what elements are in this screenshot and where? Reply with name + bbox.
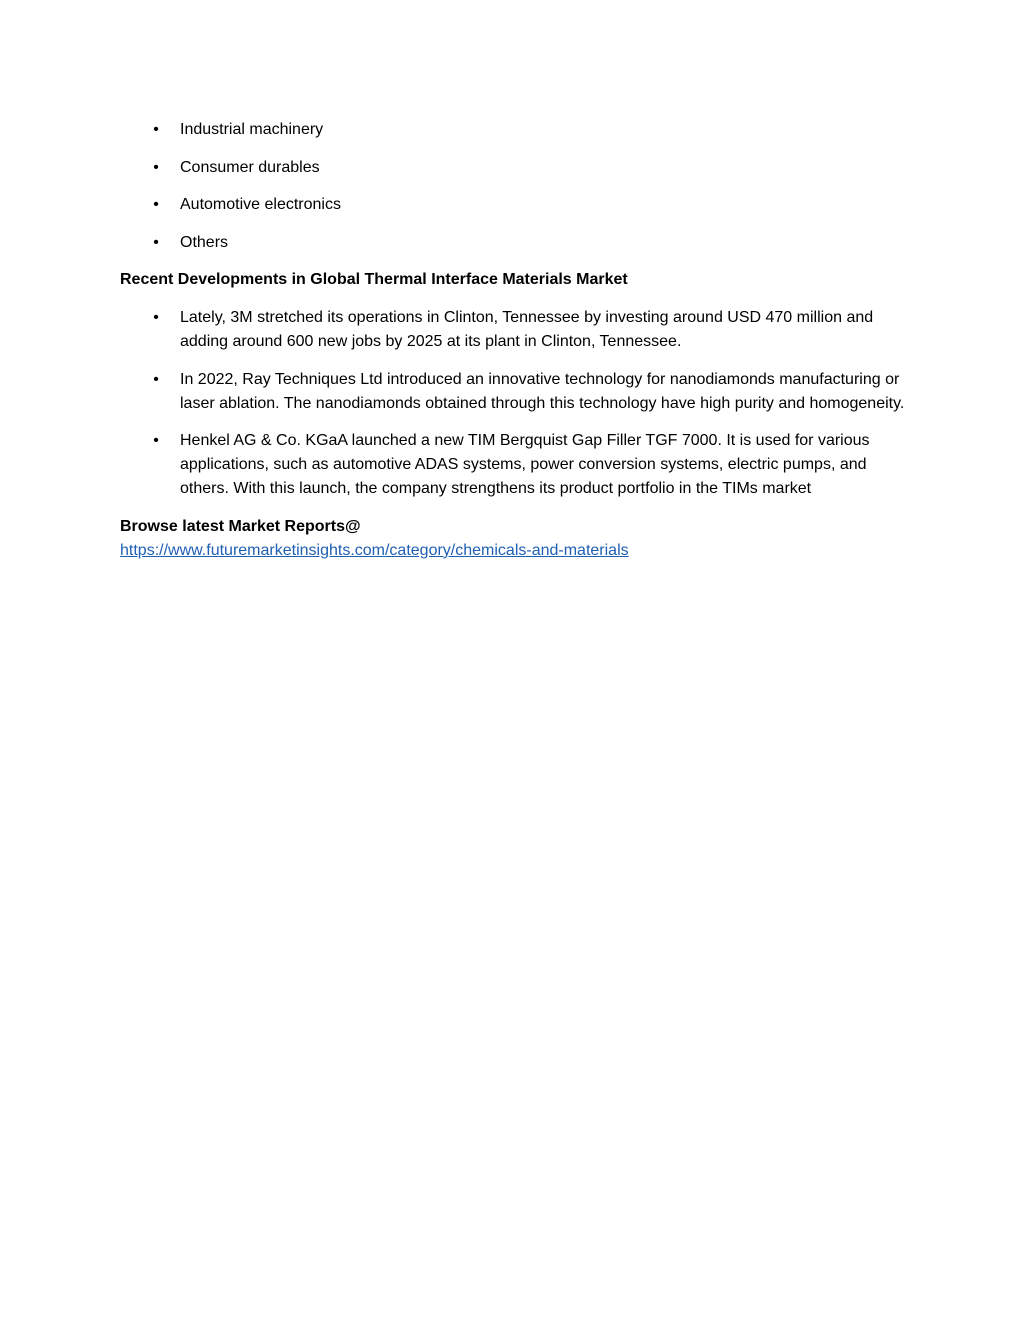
list-item — [120, 368, 910, 416]
list-item — [120, 193, 910, 217]
bullet-icon: • — [153, 370, 159, 388]
end-use-list — [120, 118, 910, 255]
bullet-icon: • — [153, 158, 159, 176]
list-item — [120, 306, 910, 354]
development-text: Lately, 3M stretched its operations in Clinton, Tennessee by investing around USD 470 million and adding around 600 new jobs by 2025 at its plant in Clinton, Tennessee. — [180, 308, 874, 350]
bullet-icon: • — [153, 308, 159, 326]
development-text: In 2022, Ray Techniques Ltd introduced an innovative technology for nanodiamonds manufacturing or laser ablation. The nanodiamonds obtained through this technology have high purity and homogeneity. — [180, 370, 905, 412]
bullet-icon: • — [153, 432, 159, 450]
bullet-icon: • — [153, 196, 159, 214]
development-text: Henkel AG & Co. KGaA launched a new TIM Bergquist Gap Filler TGF 7000. It is used for various applications, such as automotive ADAS systems, power conversion systems, electric pumps, and others. With this launch, the company strengthens its product portfolio in the TIMs market — [180, 432, 870, 498]
list-item — [120, 118, 910, 142]
list-item-text: Industrial machinery — [180, 121, 324, 138]
bullet-icon: • — [153, 233, 159, 251]
section-heading: Recent Developments in Global Thermal Interface Materials Market — [120, 271, 628, 289]
browse-label: Browse latest Market Reports@ — [120, 517, 361, 535]
developments-list — [120, 306, 910, 501]
list-item-text: Others — [180, 233, 229, 251]
list-item — [120, 156, 910, 180]
document-content — [120, 118, 910, 563]
list-item — [120, 429, 910, 501]
list-item — [120, 231, 910, 255]
list-item-text: Consumer durables — [180, 158, 320, 176]
bullet-icon: • — [153, 121, 159, 138]
market-reports-link[interactable]: https://www.futuremarketinsights.com/category/chemicals-and-materials — [120, 541, 629, 559]
list-item-text: Automotive electronics — [180, 196, 341, 214]
